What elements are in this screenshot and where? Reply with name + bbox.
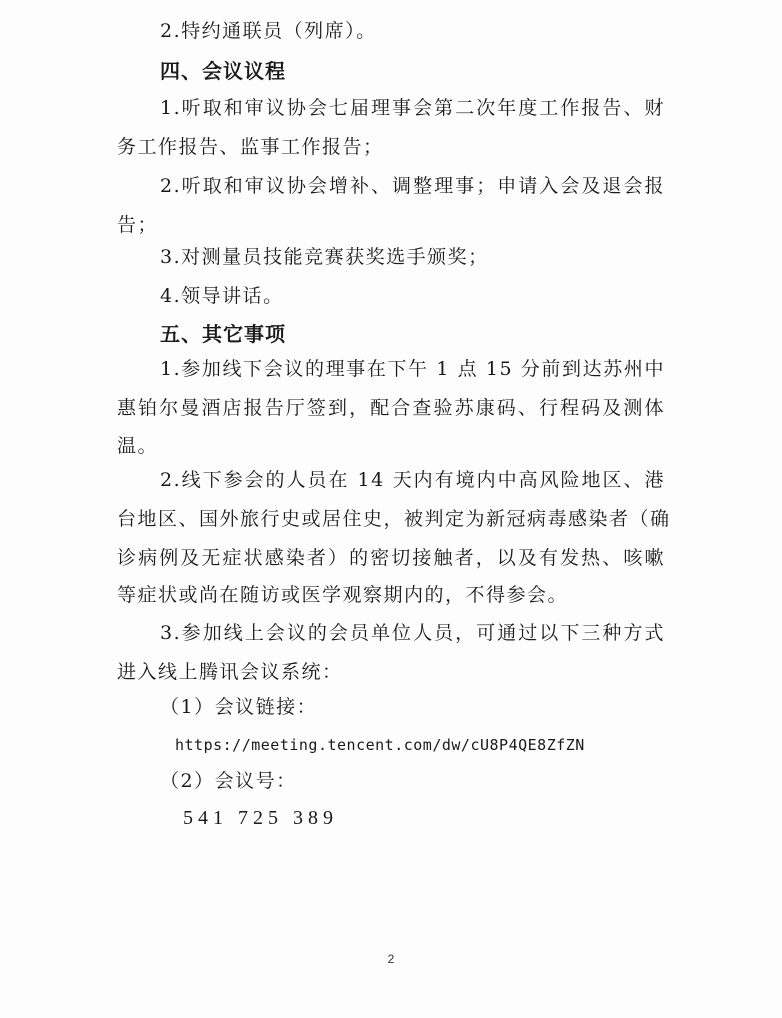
other-item-3-cont: 进入线上腾讯会议系统：	[117, 661, 343, 683]
section-heading-other: 五、其它事项	[160, 322, 286, 346]
meeting-id-label: （2）会议号：	[160, 770, 297, 792]
other-item-2: 2.线下参会的人员在 14 天内有境内中高风险地区、港	[160, 469, 665, 491]
item-special-liaison: 2.特约通联员（列席）。	[160, 20, 377, 42]
agenda-item-4: 4.领导讲话。	[160, 285, 284, 307]
other-item-2-cont: 台地区、国外旅行史或居住史，被判定为新冠病毒感染者（确	[117, 508, 671, 530]
other-item-1-end: 温。	[117, 435, 159, 457]
agenda-item-2: 2.听取和审议协会增补、调整理事；申请入会及退会报	[160, 175, 665, 197]
other-item-1-cont: 惠铂尔曼酒店报告厅签到，配合查验苏康码、行程码及测体	[117, 397, 665, 419]
meeting-link-url[interactable]: https://meeting.tencent.com/dw/cU8P4QE8ZfZN	[175, 736, 585, 754]
other-item-1: 1.参加线下会议的理事在下午 1 点 15 分前到达苏州中	[160, 358, 665, 380]
other-item-2-end: 等症状或尚在随访或医学观察期内的，不得参会。	[117, 584, 569, 606]
other-item-2-cont2: 诊病例及无症状感染者）的密切接触者，以及有发热、咳嗽	[117, 547, 665, 569]
other-item-3: 3.参加线上会议的会员单位人员，可通过以下三种方式	[160, 622, 665, 644]
page-number: 2	[387, 952, 395, 966]
agenda-item-2-cont: 告；	[117, 214, 159, 236]
agenda-item-1: 1.听取和审议协会七届理事会第二次年度工作报告、财	[160, 97, 665, 119]
meeting-id-number: 541 725 389	[183, 807, 338, 829]
section-heading-agenda: 四、会议议程	[160, 59, 286, 83]
agenda-item-3: 3.对测量员技能竞赛获奖选手颁奖；	[160, 246, 489, 268]
agenda-item-1-cont: 务工作报告、监事工作报告；	[117, 136, 384, 158]
meeting-link-label: （1）会议链接：	[160, 696, 318, 718]
